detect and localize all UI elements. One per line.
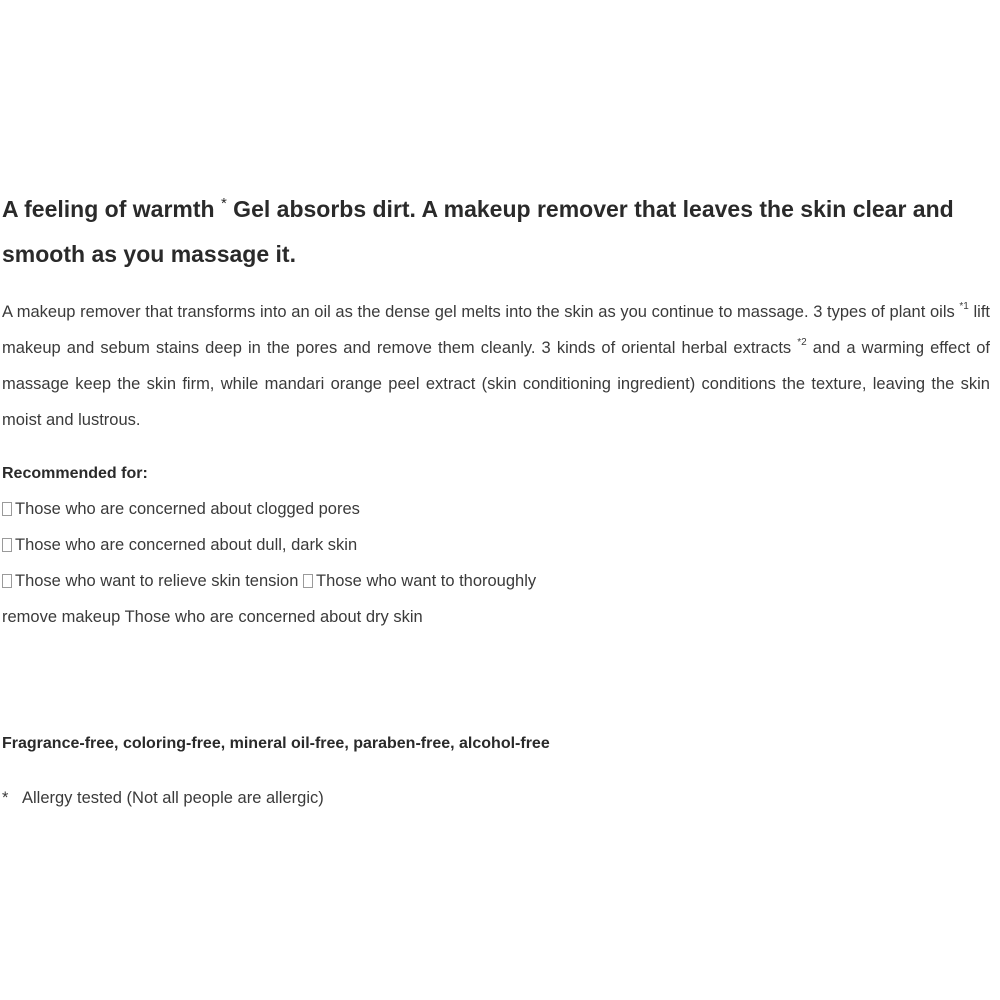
- recommended-heading: Recommended for:: [2, 465, 148, 482]
- headline-part-1: A feeling of warmth: [2, 196, 221, 222]
- recommended-item-text: Those who are concerned about dull, dark skin: [15, 536, 358, 554]
- free-from-statement: Fragrance-free, coloring-free, mineral oil-free, paraben-free, alcohol-free: [2, 735, 550, 752]
- note-text: Allergy tested (Not all people are allergic): [22, 789, 324, 807]
- footnote-2-mark: *2: [797, 337, 807, 348]
- description-segment-3: and a warming effect of massage keep the skin firm, while mandari orange peel extract (skin conditioning ingredient) conditions the texture, leaving the skin moist and lustrous.: [2, 339, 991, 429]
- recommended-item-text: Those who want to relieve skin tension: [15, 572, 303, 590]
- description-segment-1: A makeup remover that transforms into an oil as the dense gel melts into the skin as you continue to massage. 3 types of plant oils: [2, 303, 960, 321]
- allergy-note: [2, 786, 324, 810]
- list-item: [2, 491, 702, 527]
- recommended-item-text: Those who are concerned about clogged pores: [15, 500, 360, 518]
- product-description: [2, 294, 990, 438]
- checkbox-glyph-icon: [2, 574, 12, 588]
- list-item: [2, 563, 702, 599]
- checkbox-glyph-icon: [2, 502, 12, 516]
- headline-part-2: Gel absorbs dirt. A makeup remover that leaves the skin clear and smooth as you massage it.: [2, 196, 954, 267]
- checkbox-glyph-icon: [303, 574, 313, 588]
- recommended-item-text: remove makeup Those who are concerned about dry skin: [2, 608, 423, 626]
- footnote-1-mark: *1: [959, 301, 969, 312]
- recommended-list: [2, 491, 702, 635]
- recommended-item-text: Those who want to thoroughly: [316, 572, 537, 590]
- list-item: [2, 599, 702, 635]
- description-segment-2: lift makeup and sebum stains deep in the pores and remove them cleanly. 3 kinds of oriental herbal extracts: [2, 303, 990, 357]
- headline-footnote-mark: *: [220, 195, 227, 212]
- list-item: [2, 527, 702, 563]
- note-asterisk: *: [2, 789, 9, 807]
- product-headline: [2, 187, 992, 277]
- checkbox-glyph-icon: [2, 538, 12, 552]
